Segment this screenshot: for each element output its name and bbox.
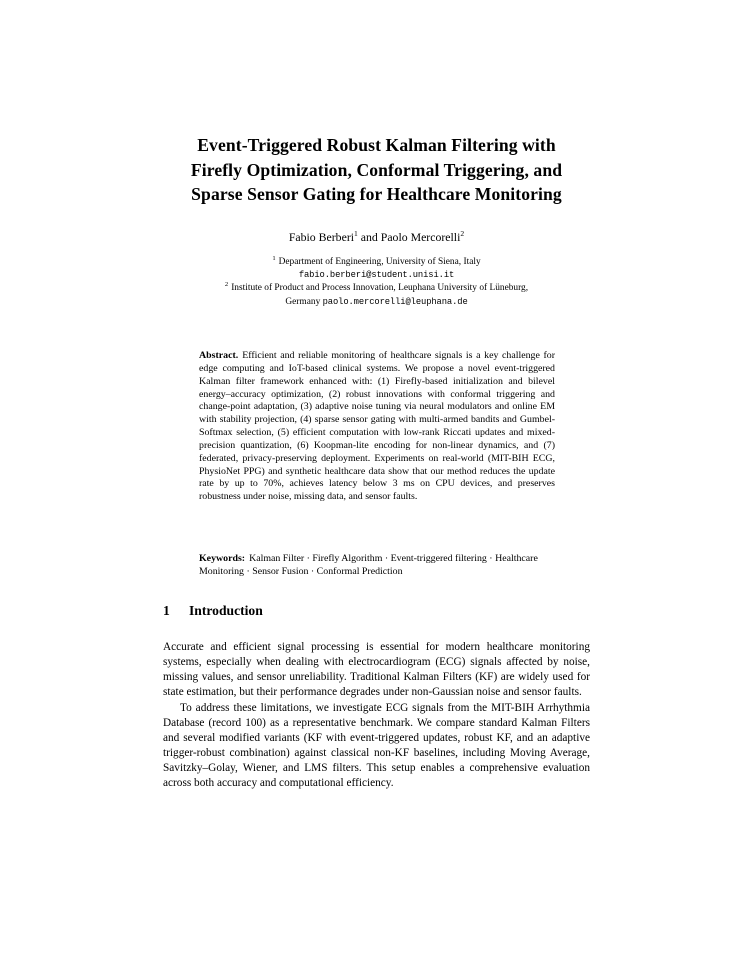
author-list <box>163 229 590 245</box>
affiliation-2-text: Institute of Product and Process Innovation, Leuphana University of Lüneburg, <box>231 283 529 294</box>
affiliation-2-marker: 2 <box>224 281 229 289</box>
section-number: 1 <box>163 603 170 618</box>
affiliation-1 <box>150 256 603 269</box>
paragraph: Accurate and efficient signal processing is essential for modern healthcare monitoring systems, especially when dealing with electrocardiogram (ECG) signals affected by noise, missing values, and sensor unreliability. Traditional Kalman Filters (KF) are widely used for state estimation, but their performance degrades under non-Gaussian noise and sensor faults. <box>163 641 590 699</box>
section-body-introduction <box>163 640 590 792</box>
affiliation-2-country: Germany <box>285 296 323 307</box>
paper-title <box>163 133 590 207</box>
title-line-3: Sparse Sensor Gating for Healthcare Monitoring <box>191 184 562 204</box>
title-line-1: Event-Triggered Robust Kalman Filtering with <box>197 135 556 155</box>
keywords-block <box>199 552 555 579</box>
author-2-affiliation-marker: 2 <box>460 229 465 239</box>
section-heading-introduction <box>163 603 590 619</box>
affiliation-2 <box>150 282 603 295</box>
abstract-text: Efficient and reliable monitoring of healthcare signals is a key challenge for edge computing and IoT-based clinical systems. We propose a novel event-triggered Kalman filter framework enhanced with: (1) Firefly-based initialization and bilevel energy–accuracy optimization, (2) robust innovations with conformal triggering and change-point adaptation, (3) adaptive noise tuning via neural modulators and online EM with stability projection, (4) sparse sensor gating with multi-armed bandits and Gumbel-Softmax selection, (5) efficient computation with low-rank Riccati updates and mixed-precision quantization, (6) Koopman-lite encoding for non-linear dynamics, and (7) federated, privacy-preserving deployment. Experiments on real-world (MIT-BIH ECG, PhysioNet PPG) and synthetic healthcare data show that our method reduces the update rate by up to 70%, achieves latency below 3 ms on CPU devices, and preserves robustness under noise, missing data, and sensor faults. <box>199 350 555 503</box>
section-title: Introduction <box>189 603 263 618</box>
author-1-name: Fabio Berberi <box>288 230 355 244</box>
email-link-author-2[interactable]: paolo.mercorelli@leuphana.de <box>322 296 468 307</box>
paragraph: To address these limitations, we investigate ECG signals from the MIT-BIH Arrhythmia Database (record 100) as a representative benchmark. We compare standard Kalman Filters and several modified variants (KF with event-triggered updates, robust KF, and an adaptive trigger-robust combination) against classical non-KF baselines, including Moving Average, Savitzky–Golay, Wiener, and LMS filters. This setup enables a comprehensive evaluation across both accuracy and computational efficiency. <box>163 701 590 790</box>
author-conjunction: and Paolo Mercorelli <box>357 230 461 244</box>
affiliation-1-email-line <box>150 269 603 282</box>
abstract-label: Abstract. <box>199 350 239 361</box>
affiliation-2-email-line <box>150 296 603 309</box>
affiliation-block <box>150 256 603 309</box>
keywords-text: Kalman Filter · Firefly Algorithm · Event-triggered filtering · Healthcare Monitoring · Sensor Fusion · Conformal Prediction <box>199 553 538 578</box>
title-line-2: Firefly Optimization, Conformal Triggering, and <box>190 159 563 180</box>
abstract-block <box>199 350 555 504</box>
author-1-affiliation-marker: 1 <box>354 229 358 239</box>
email-link-author-1[interactable]: fabio.berberi@student.unisi.it <box>298 270 455 281</box>
keywords-label: Keywords: <box>199 553 246 564</box>
affiliation-1-marker: 1 <box>272 254 276 262</box>
affiliation-1-text: Department of Engineering, University of Siena, Italy <box>278 257 481 267</box>
